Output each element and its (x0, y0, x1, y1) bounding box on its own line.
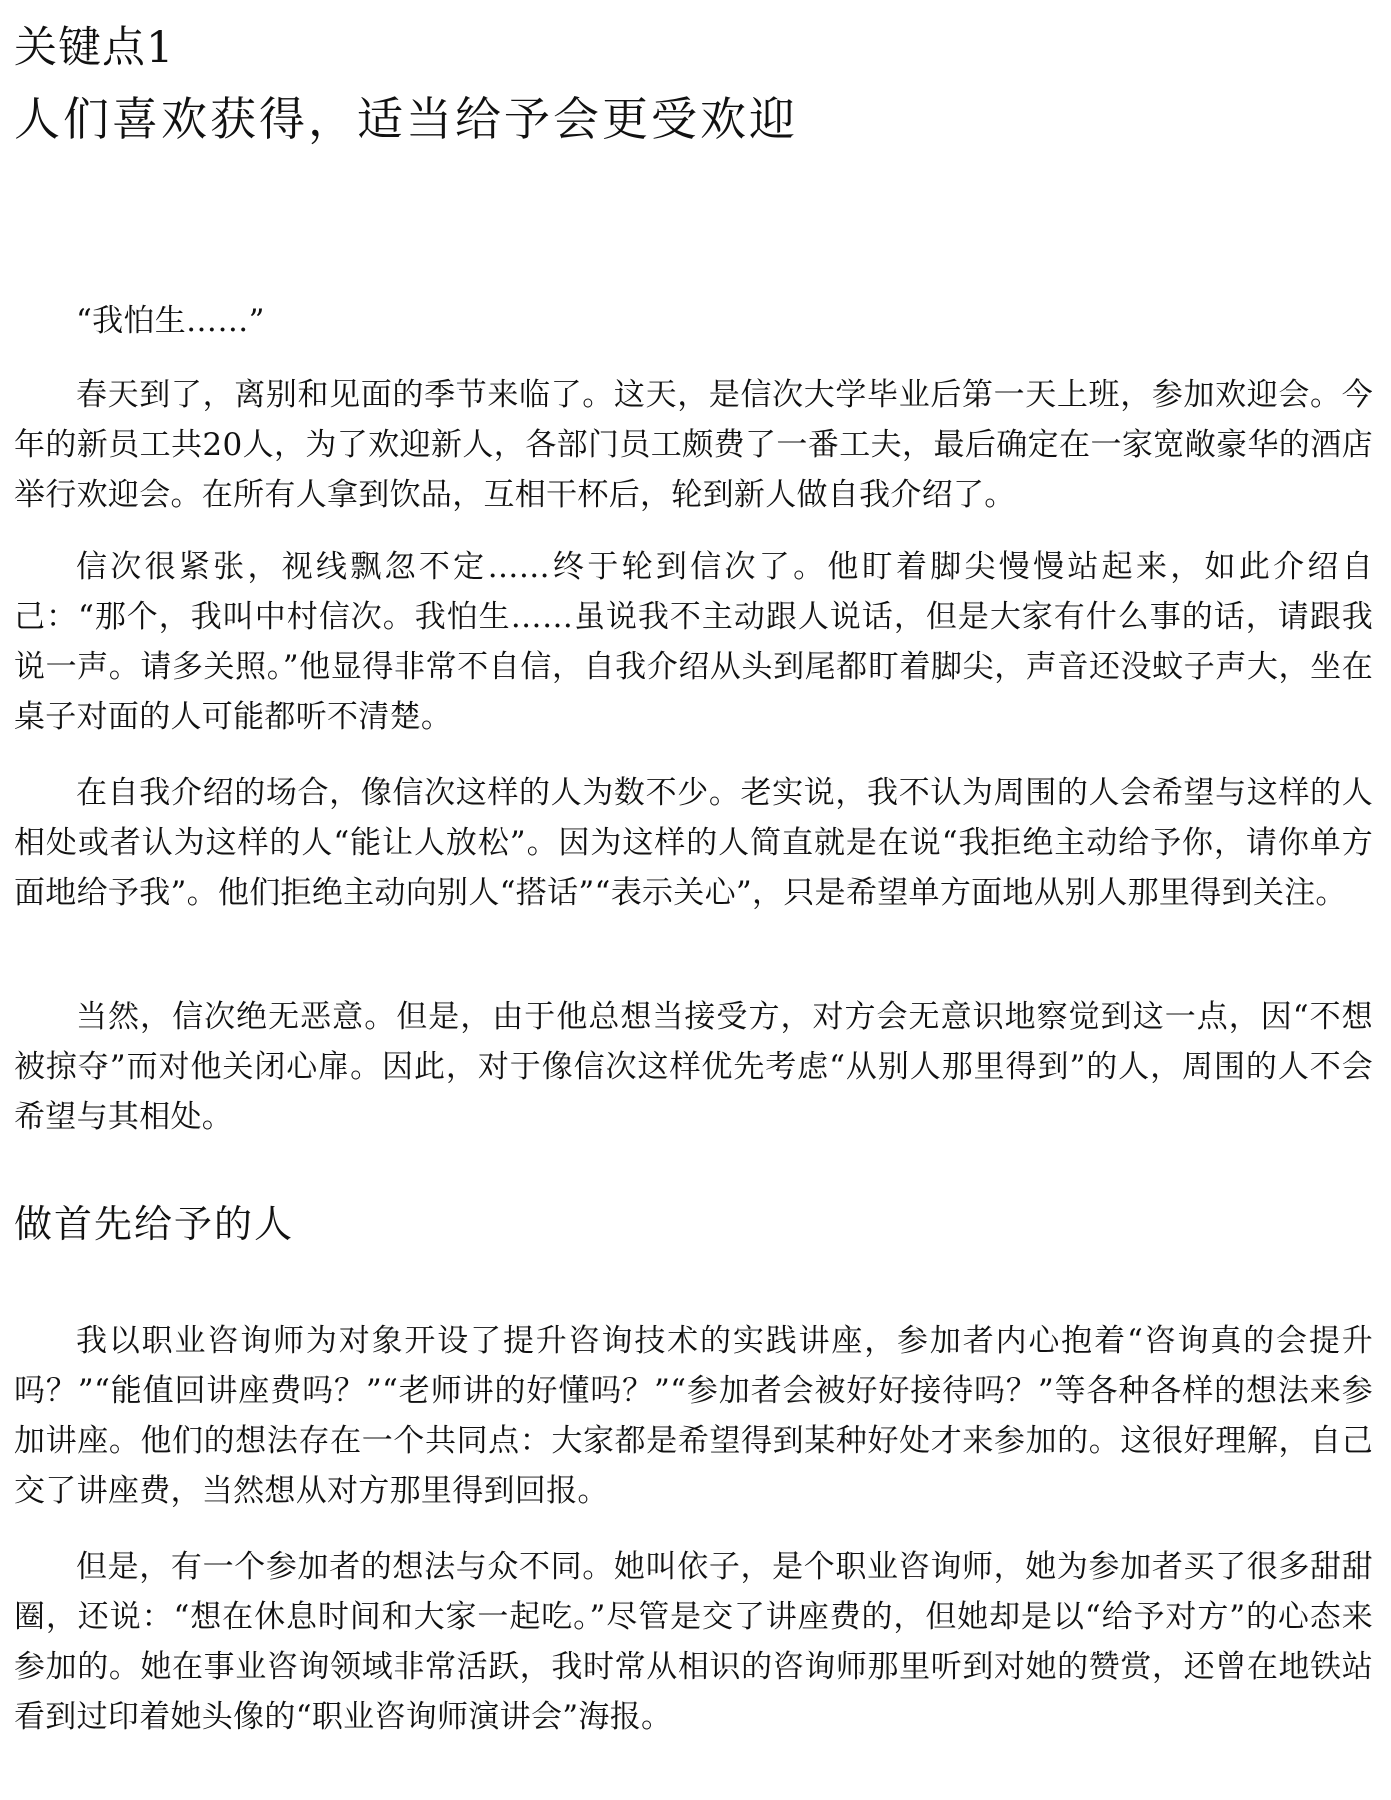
section-title: 做首先给予的人 (14, 1202, 295, 1246)
paragraph: 但是，有一个参加者的想法与众不同。她叫依子，是个职业咨询师，她为参加者买了很多甜甜圈，还说：“想在休息时间和大家一起吃。”尽管是交了讲座费的，但她却是以“给予对方”的心态来参加的。她在事业咨询领域非常活跃，我时常从相识的咨询师那里听到对她的赞赏，还曾在地铁站看到过印着她头像的“职业咨询师演讲会”海报。 (14, 1549, 1373, 1735)
paragraph: 信次很紧张，视线飘忽不定……终于轮到信次了。他盯着脚尖慢慢站起来，如此介绍自己：“那个，我叫中村信次。我怕生……虽说我不主动跟人说话，但是大家有什么事的话，请跟我说一声。请多关照。”他显得非常不自信，自我介绍从头到尾都盯着脚尖，声音还没蚊子声大，坐在桌子对面的人可能都听不清楚。 (14, 549, 1373, 735)
chapter-label: 关键点1 (14, 23, 175, 73)
paragraph: 当然，信次绝无恶意。但是，由于他总想当接受方，对方会无意识地察觉到这一点，因“不想被掠夺”而对他关闭心扉。因此，对于像信次这样优先考虑“从别人那里得到”的人，周围的人不会希望与其相处。 (14, 999, 1373, 1135)
paragraph: 我以职业咨询师为对象开设了提升咨询技术的实践讲座，参加者内心抱着“咨询真的会提升吗？”“能值回讲座费吗？”“老师讲的好懂吗？”“参加者会被好好接待吗？”等各种各样的想法来参加讲座。他们的想法存在一个共同点：大家都是希望得到某种好处才来参加的。这很好理解，自己交了讲座费，当然想从对方那里得到回报。 (14, 1323, 1373, 1509)
paragraph-quote: “我怕生……” (76, 303, 265, 339)
paragraph: 在自我介绍的场合，像信次这样的人为数不少。老实说，我不认为周围的人会希望与这样的人相处或者认为这样的人“能让人放松”。因为这样的人简直就是在说“我拒绝主动给予你，请你单方面地给予我”。他们拒绝主动向别人“搭话”“表示关心”，只是希望单方面地从别人那里得到关注。 (14, 775, 1373, 911)
paragraph: 春天到了，离别和见面的季节来临了。这天，是信次大学毕业后第一天上班，参加欢迎会。今年的新员工共20人，为了欢迎新人，各部门员工颇费了一番工夫，最后确定在一家宽敞豪华的酒店举行欢迎会。在所有人拿到饮品，互相干杯后，轮到新人做自我介绍了。 (14, 377, 1373, 513)
chapter-title: 人们喜欢获得，适当给予会更受欢迎 (14, 92, 798, 146)
